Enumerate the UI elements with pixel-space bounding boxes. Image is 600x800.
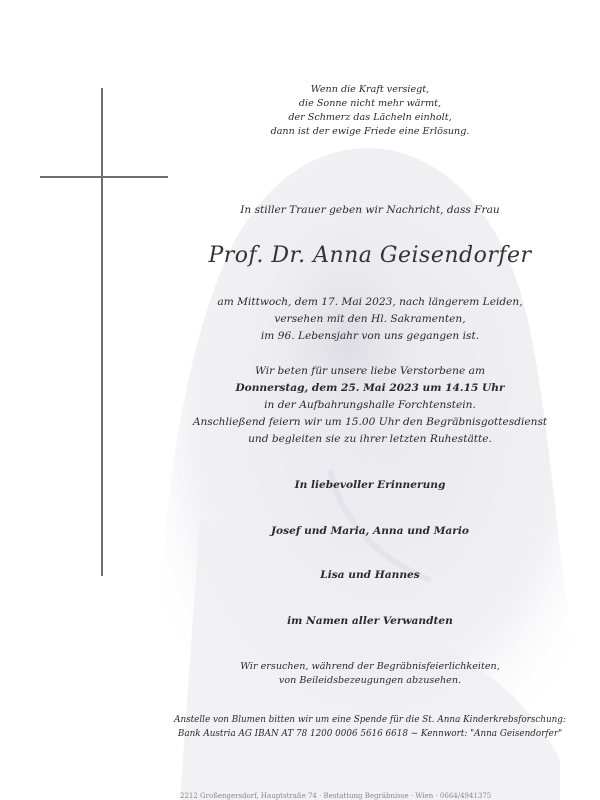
funeral-service: Anschließend feiern wir um 15.00 Uhr den Begräbnisgottesdienst [192,416,548,428]
verse-line: Wenn die Kraft versiegt, [310,84,430,95]
mourner-line: Lisa und Hannes [320,569,420,581]
announcement: In stiller Trauer geben wir Nachricht, dass Frau [240,204,500,216]
condolence-request-line: Wir ersuchen, während der Begräbnisfeierlichkeiten, [240,661,500,672]
funeral-location: in der Aufbahrungshalle Forchtenstein. [264,399,476,411]
condolence-request-line: von Beileidsbezeugungen abzusehen. [278,675,462,686]
verse-line: die Sonne nicht mehr wärmt, [298,98,442,109]
undertaker-footer: 2212 Großengersdorf, Hauptstraße 74 · Bestattung Begräbnisse · Wien · 0664/4941375 [180,792,492,800]
verse-line: dann ist der ewige Friede eine Erlösung. [270,126,470,137]
cross-icon [40,88,168,576]
mourner-line: im Namen aller Verwandten [287,615,453,627]
donation-line: Bank Austria AG IBAN AT 78 1200 0006 5616 6618 ~ Kennwort: "Anna Geisendorfer" [177,729,563,739]
funeral-intro: Wir beten für unsere liebe Verstorbene am [255,365,485,377]
funeral-date-time: Donnerstag, dem 25. Mai 2023 um 14.15 Uhr [235,382,505,394]
donation-line: Anstelle von Blumen bitten wir um eine Spende für die St. Anna Kinderkrebsforschung: [174,715,566,725]
funeral-burial: und begleiten sie zu ihrer letzten Ruhestätte. [248,433,492,445]
death-notice-line: versehen mit den Hl. Sakramenten, [274,313,466,325]
deceased-name: Prof. Dr. Anna Geisendorfer [208,243,532,268]
remembrance-heading: In liebevoller Erinnerung [294,479,446,491]
death-notice-line: im 96. Lebensjahr von uns gegangen ist. [260,330,480,342]
death-notice-line: am Mittwoch, dem 17. Mai 2023, nach längerem Leiden, [217,296,523,308]
mourner-line: Josef und Maria, Anna und Mario [271,525,469,537]
verse-line: der Schmerz das Lächeln einholt, [288,112,452,123]
parte-text [160,0,580,800]
